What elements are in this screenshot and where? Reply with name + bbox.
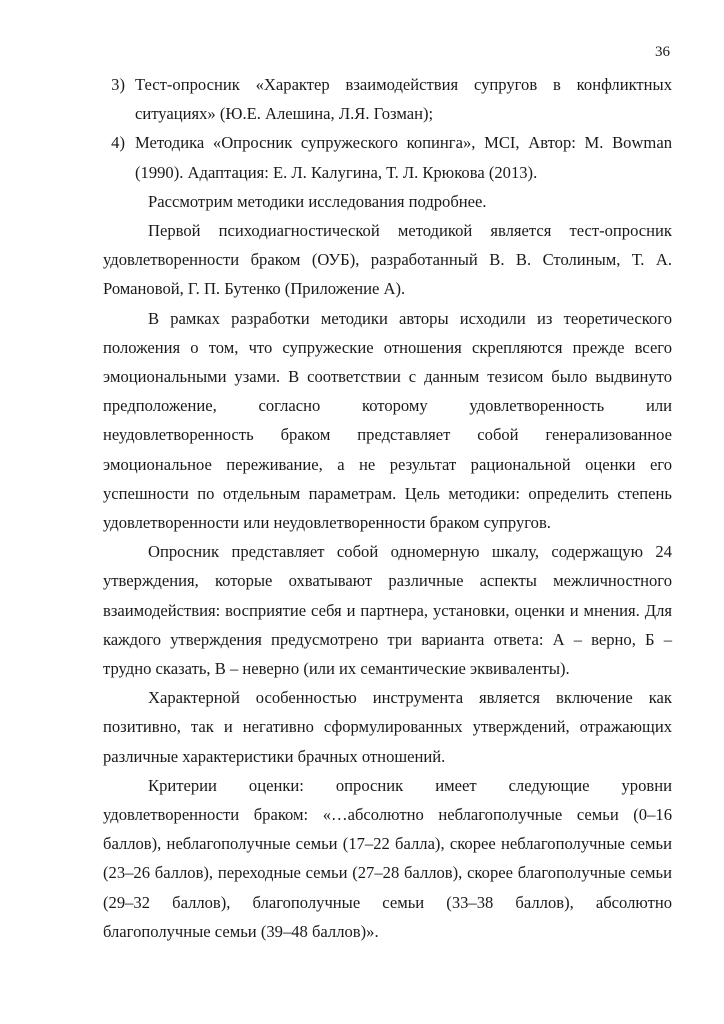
list-text: Тест-опросник «Характер взаимодействия супругов в конфликтных ситуациях» (Ю.Е. Алешина, Л.Я. Гозман); [135, 75, 672, 124]
paragraph-3: Опросник представляет собой одномерную шкалу, содержащую 24 утверждения, которые охватывают различные аспекты межличностного взаимодействия: восприятие себя и партнера, установки, оценки и мнения. Для каждого утверждения предусмотрено три варианта ответа: А – верно, Б – трудно сказать, В – неверно (или их семантические эквиваленты). [103, 542, 672, 679]
list-number: 3) [111, 75, 125, 94]
list-item-3 [103, 70, 672, 128]
page-body [103, 70, 672, 946]
paragraph-2: В рамках разработки методики авторы исходили из теоретического положения о том, что супружеские отношения скрепляются прежде всего эмоциональными узами. В соответствии с данным тезисом было выдвинуто предположение, согласно которому удовлетворенность или неудовлетворенность браком представляет собой генерализованное эмоциональное переживание, а не результат рациональной оценки его успешности по отдельным параметрам. Цель методики: определить степень удовлетворенности или неудовлетворенности браком супругов. [103, 308, 672, 533]
list-item-4 [103, 128, 672, 186]
list-text: Методика «Опросник супружеского копинга», MCI, Автор: M. Bowman (1990). Адаптация: Е. Л. Калугина, Т. Л. Крюкова (2013). [135, 133, 672, 182]
list-number: 4) [111, 133, 125, 153]
paragraph-4: Характерной особенностью инструмента является включение как позитивно, так и негативно сформулированных утверждений, отражающих различные характеристики брачных отношений. [103, 688, 672, 766]
paragraph-5: Критерии оценки: опросник имеет следующие уровни удовлетворенности браком: «…абсолютно неблагополучные семьи (0–16 баллов), неблагополучные семьи (17–22 балла), скорее неблагополучные семьи (23–26 баллов), переходные семьи (27–28 баллов), скорее благополучные семьи (29–32 баллов), благополучные семьи (33–38 баллов), абсолютно благополучные семьи (39–48 баллов)». [103, 775, 672, 941]
intro-line: Рассмотрим методики исследования подробнее. [148, 191, 487, 211]
paragraph-1: Первой психодиагностической методикой является тест-опросник удовлетворенности браком (ОУБ), разработанный В. В. Столиным, Т. А. Романовой, Г. П. Бутенко (Приложение А). [103, 221, 672, 299]
page-number: 36 [655, 44, 670, 60]
